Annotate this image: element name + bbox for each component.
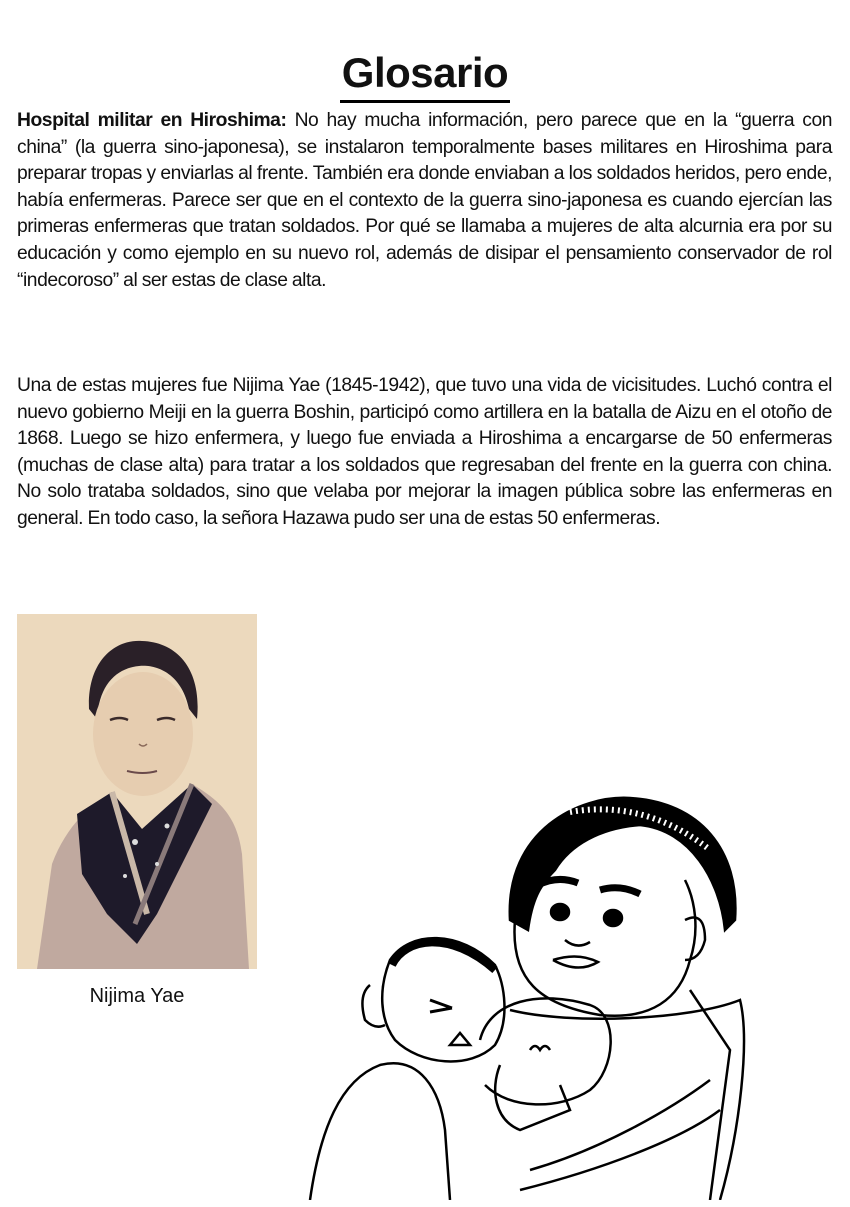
glossary-paragraph-2: Una de estas mujeres fue Nijima Yae (1845-1942), que tuvo una vida de vicisitudes. Luchó contra el nuevo gobierno Meiji en la guerra Boshin, participó como artillera en la batalla de Aizu en el otoño de 1868. Luego se hizo enfermera, y luego fue enviada a Hiroshima a encargarse de 50 enfermeras (muchas de clase alta) para tratar a los soldados que regresaban del frente en la guerra con china. No solo trataba soldados, sino que velaba por mejorar la imagen pública sobre las enfermeras en general. En todo caso, la señora Hazawa pudo ser una de estas 50 enfermeras.: [17, 375, 832, 529]
manga-drawing-icon: [270, 790, 770, 1200]
manga-illustration: [270, 790, 770, 1200]
glossary-term: Hospital militar en Hiroshima:: [17, 110, 287, 131]
portrait-photo: [17, 614, 257, 969]
portrait-image-icon: [17, 614, 257, 969]
glossary-entry-paragraph: [17, 108, 832, 294]
page-title: [0, 48, 850, 103]
photo-caption: Nijima Yae: [89, 985, 185, 1007]
title-text: Glosario: [340, 48, 510, 103]
glossary-definition: No hay mucha información, pero parece que en la “guerra con china” (la guerra sino-japonesa), se instalaron temporalmente bases militares en Hiroshima para preparar tropas y enviarlas al frente. También era donde enviaban a los soldados heridos, pero ende, había enfermeras. Parece ser que en el contexto de la guerra sino-japonesa es cuando ejercían las primeras enfermeras que tratan soldados. Por qué se llamaba a mujeres de alta alcurnia era por su educación y como ejemplo en su nuevo rol, además de disipar el pensamiento conservador de rol “indecoroso” al ser estas de clase alta.: [17, 110, 832, 291]
